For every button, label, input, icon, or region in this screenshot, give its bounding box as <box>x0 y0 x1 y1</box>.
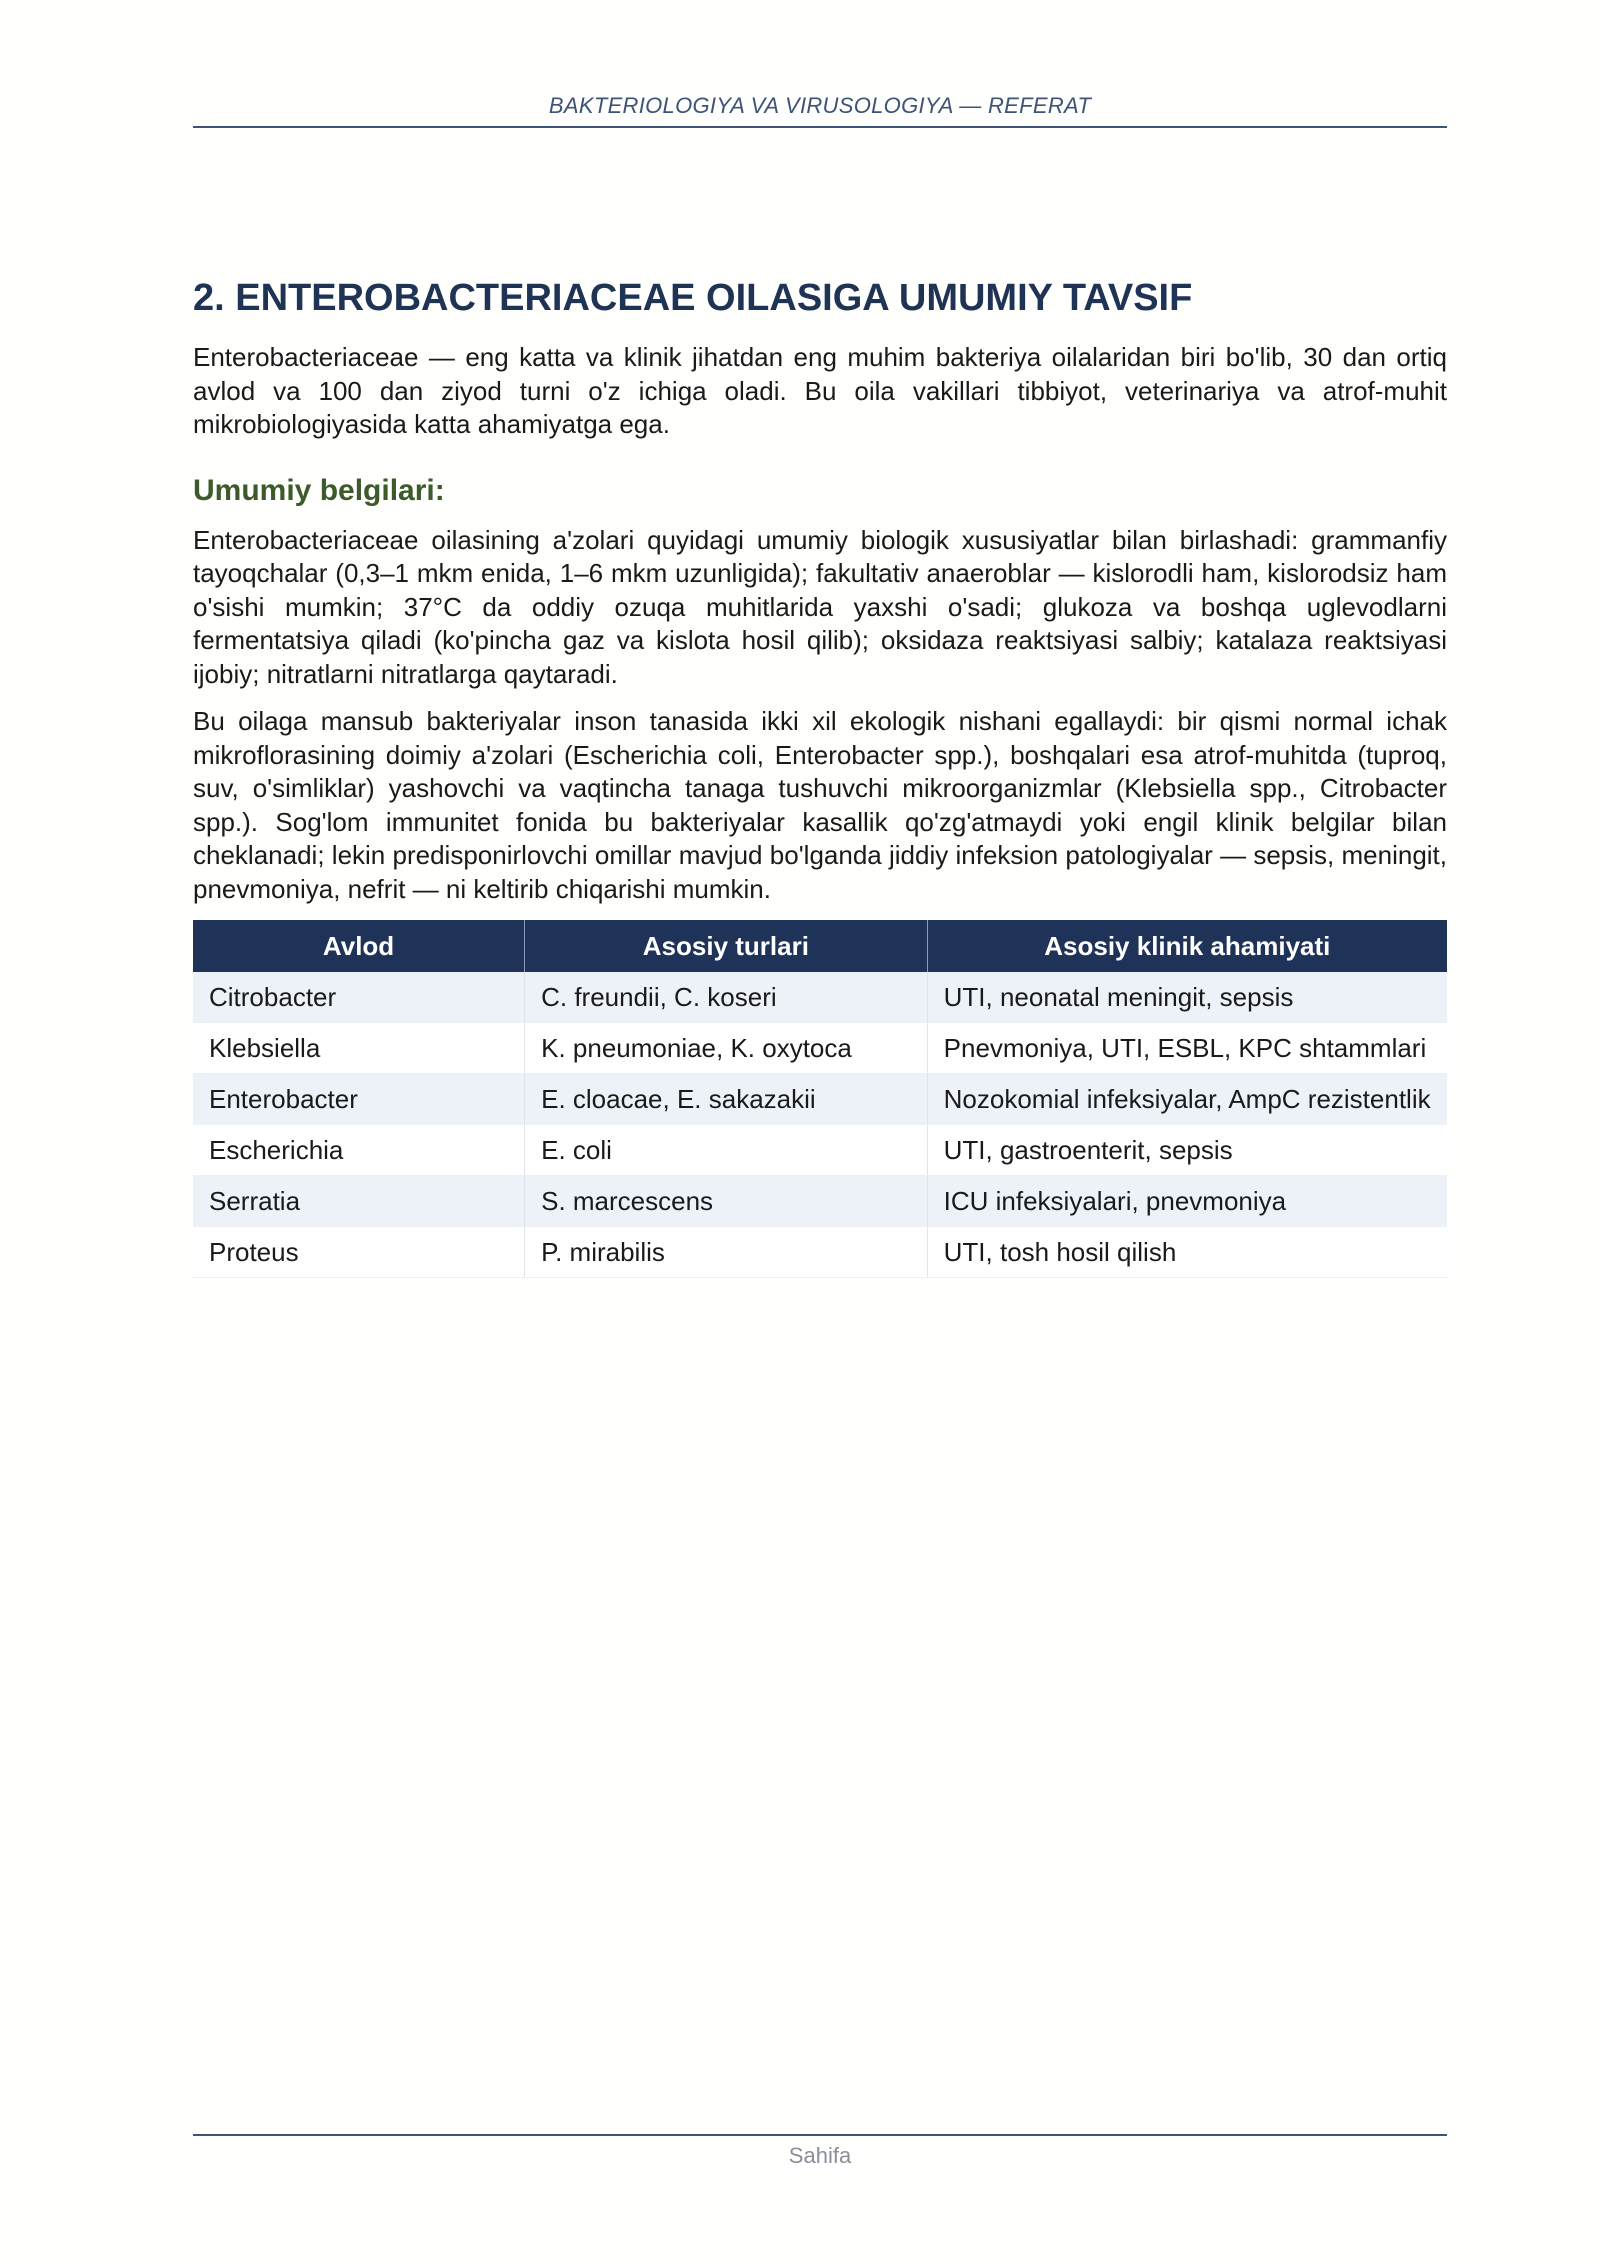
table-row <box>193 1074 1447 1125</box>
column-header-clinical: Asosiy klinik ahamiyati <box>927 920 1447 972</box>
cell-species: K. pneumoniae, K. oxytoca <box>525 1023 928 1074</box>
table-row <box>193 1023 1447 1074</box>
table-head <box>193 920 1447 972</box>
table-header-row <box>193 920 1447 972</box>
cell-species: C. freundii, C. koseri <box>525 972 928 1023</box>
table-row <box>193 1125 1447 1176</box>
column-header-genus: Avlod <box>193 920 525 972</box>
cell-clinical: Nozokomial infeksiyalar, AmpC rezistentlik <box>927 1074 1447 1125</box>
table-row <box>193 972 1447 1023</box>
running-header: BAKTERIOLOGIYA VA VIRUSOLOGIYA — REFERAT <box>548 93 1092 118</box>
cell-clinical: ICU infeksiyalari, pnevmoniya <box>927 1176 1447 1227</box>
ecology-paragraph: Bu oilaga mansub bakteriyalar inson tanasida ikki xil ekologik nishani egallaydi: bir qismi normal ichak mikroflorasining doimiy a'zolari (Escherichia coli, Enterobacter spp.), boshqalari esa atrof-muhitda (tuproq, suv, o'simliklar) yashovchi va vaqtincha tanaga tushuvchi mikroorganizmlar (Klebsiella spp., Citrobacter spp.). Sog'lom immunitet fonida bu bakteriyalar kasallik qo'zg'atmaydi yoki engil klinik belgilar bilan cheklanadi; lekin predisponirlovchi omillar mavjud bo'lganda jiddiy infeksion patologiyalar — sepsis, meningit, pnevmoniya, nefrit — ni keltirib chiqarishi mumkin. <box>193 706 1447 904</box>
cell-clinical: UTI, gastroenterit, sepsis <box>927 1125 1447 1176</box>
footer-rule <box>193 2134 1447 2136</box>
cell-clinical: Pnevmoniya, UTI, ESBL, KPC shtammlari <box>927 1023 1447 1074</box>
cell-species: S. marcescens <box>525 1176 928 1227</box>
cell-genus: Escherichia <box>193 1125 525 1176</box>
table-row <box>193 1176 1447 1227</box>
cell-genus: Citrobacter <box>193 972 525 1023</box>
page-footer-label: Sahifa <box>788 2143 852 2168</box>
column-header-species: Asosiy turlari <box>525 920 928 972</box>
section-title: 2. ENTEROBACTERIACEAE OILASIGA UMUMIY TAVSIF <box>193 277 1193 319</box>
table-body <box>193 972 1447 1278</box>
cell-species: E. coli <box>525 1125 928 1176</box>
cell-clinical: UTI, tosh hosil qilish <box>927 1227 1447 1278</box>
cell-genus: Enterobacter <box>193 1074 525 1125</box>
page-content <box>193 275 1447 1278</box>
genus-table <box>193 920 1447 1278</box>
header-rule <box>193 126 1447 128</box>
cell-clinical: UTI, neonatal meningit, sepsis <box>927 972 1447 1023</box>
cell-species: E. cloacae, E. sakazakii <box>525 1074 928 1125</box>
cell-species: P. mirabilis <box>525 1227 928 1278</box>
table-row <box>193 1227 1447 1278</box>
cell-genus: Proteus <box>193 1227 525 1278</box>
subheading-general-features: Umumiy belgilari: <box>193 473 445 507</box>
intro-paragraph: Enterobacteriaceae — eng katta va klinik jihatdan eng muhim bakteriya oilalaridan biri bo'lib, 30 dan ortiq avlod va 100 dan ziyod turni o'z ichiga oladi. Bu oila vakillari tibbiyot, veterinariya va atrof-muhit mikrobiologiyasida katta ahamiyatga ega. <box>193 342 1447 439</box>
cell-genus: Serratia <box>193 1176 525 1227</box>
features-paragraph: Enterobacteriaceae oilasining a'zolari quyidagi umumiy biologik xususiyatlar bilan birlashadi: grammanfiy tayoqchalar (0,3–1 mkm enida, 1–6 mkm uzunligida); fakultativ anaeroblar — kislorodli ham, kislorodsiz ham o'sishi mumkin; 37°C da oddiy ozuqa muhitlarida yaxshi o'sadi; glukoza va boshqa uglevodlarni fermentatsiya qiladi (ko'pincha gaz va kislota hosil qilib); oksidaza reaktsiyasi salbiy; katalaza reaktsiyasi ijobiy; nitratlarni nitratlarga qaytaradi. <box>193 524 1447 689</box>
cell-genus: Klebsiella <box>193 1023 525 1074</box>
